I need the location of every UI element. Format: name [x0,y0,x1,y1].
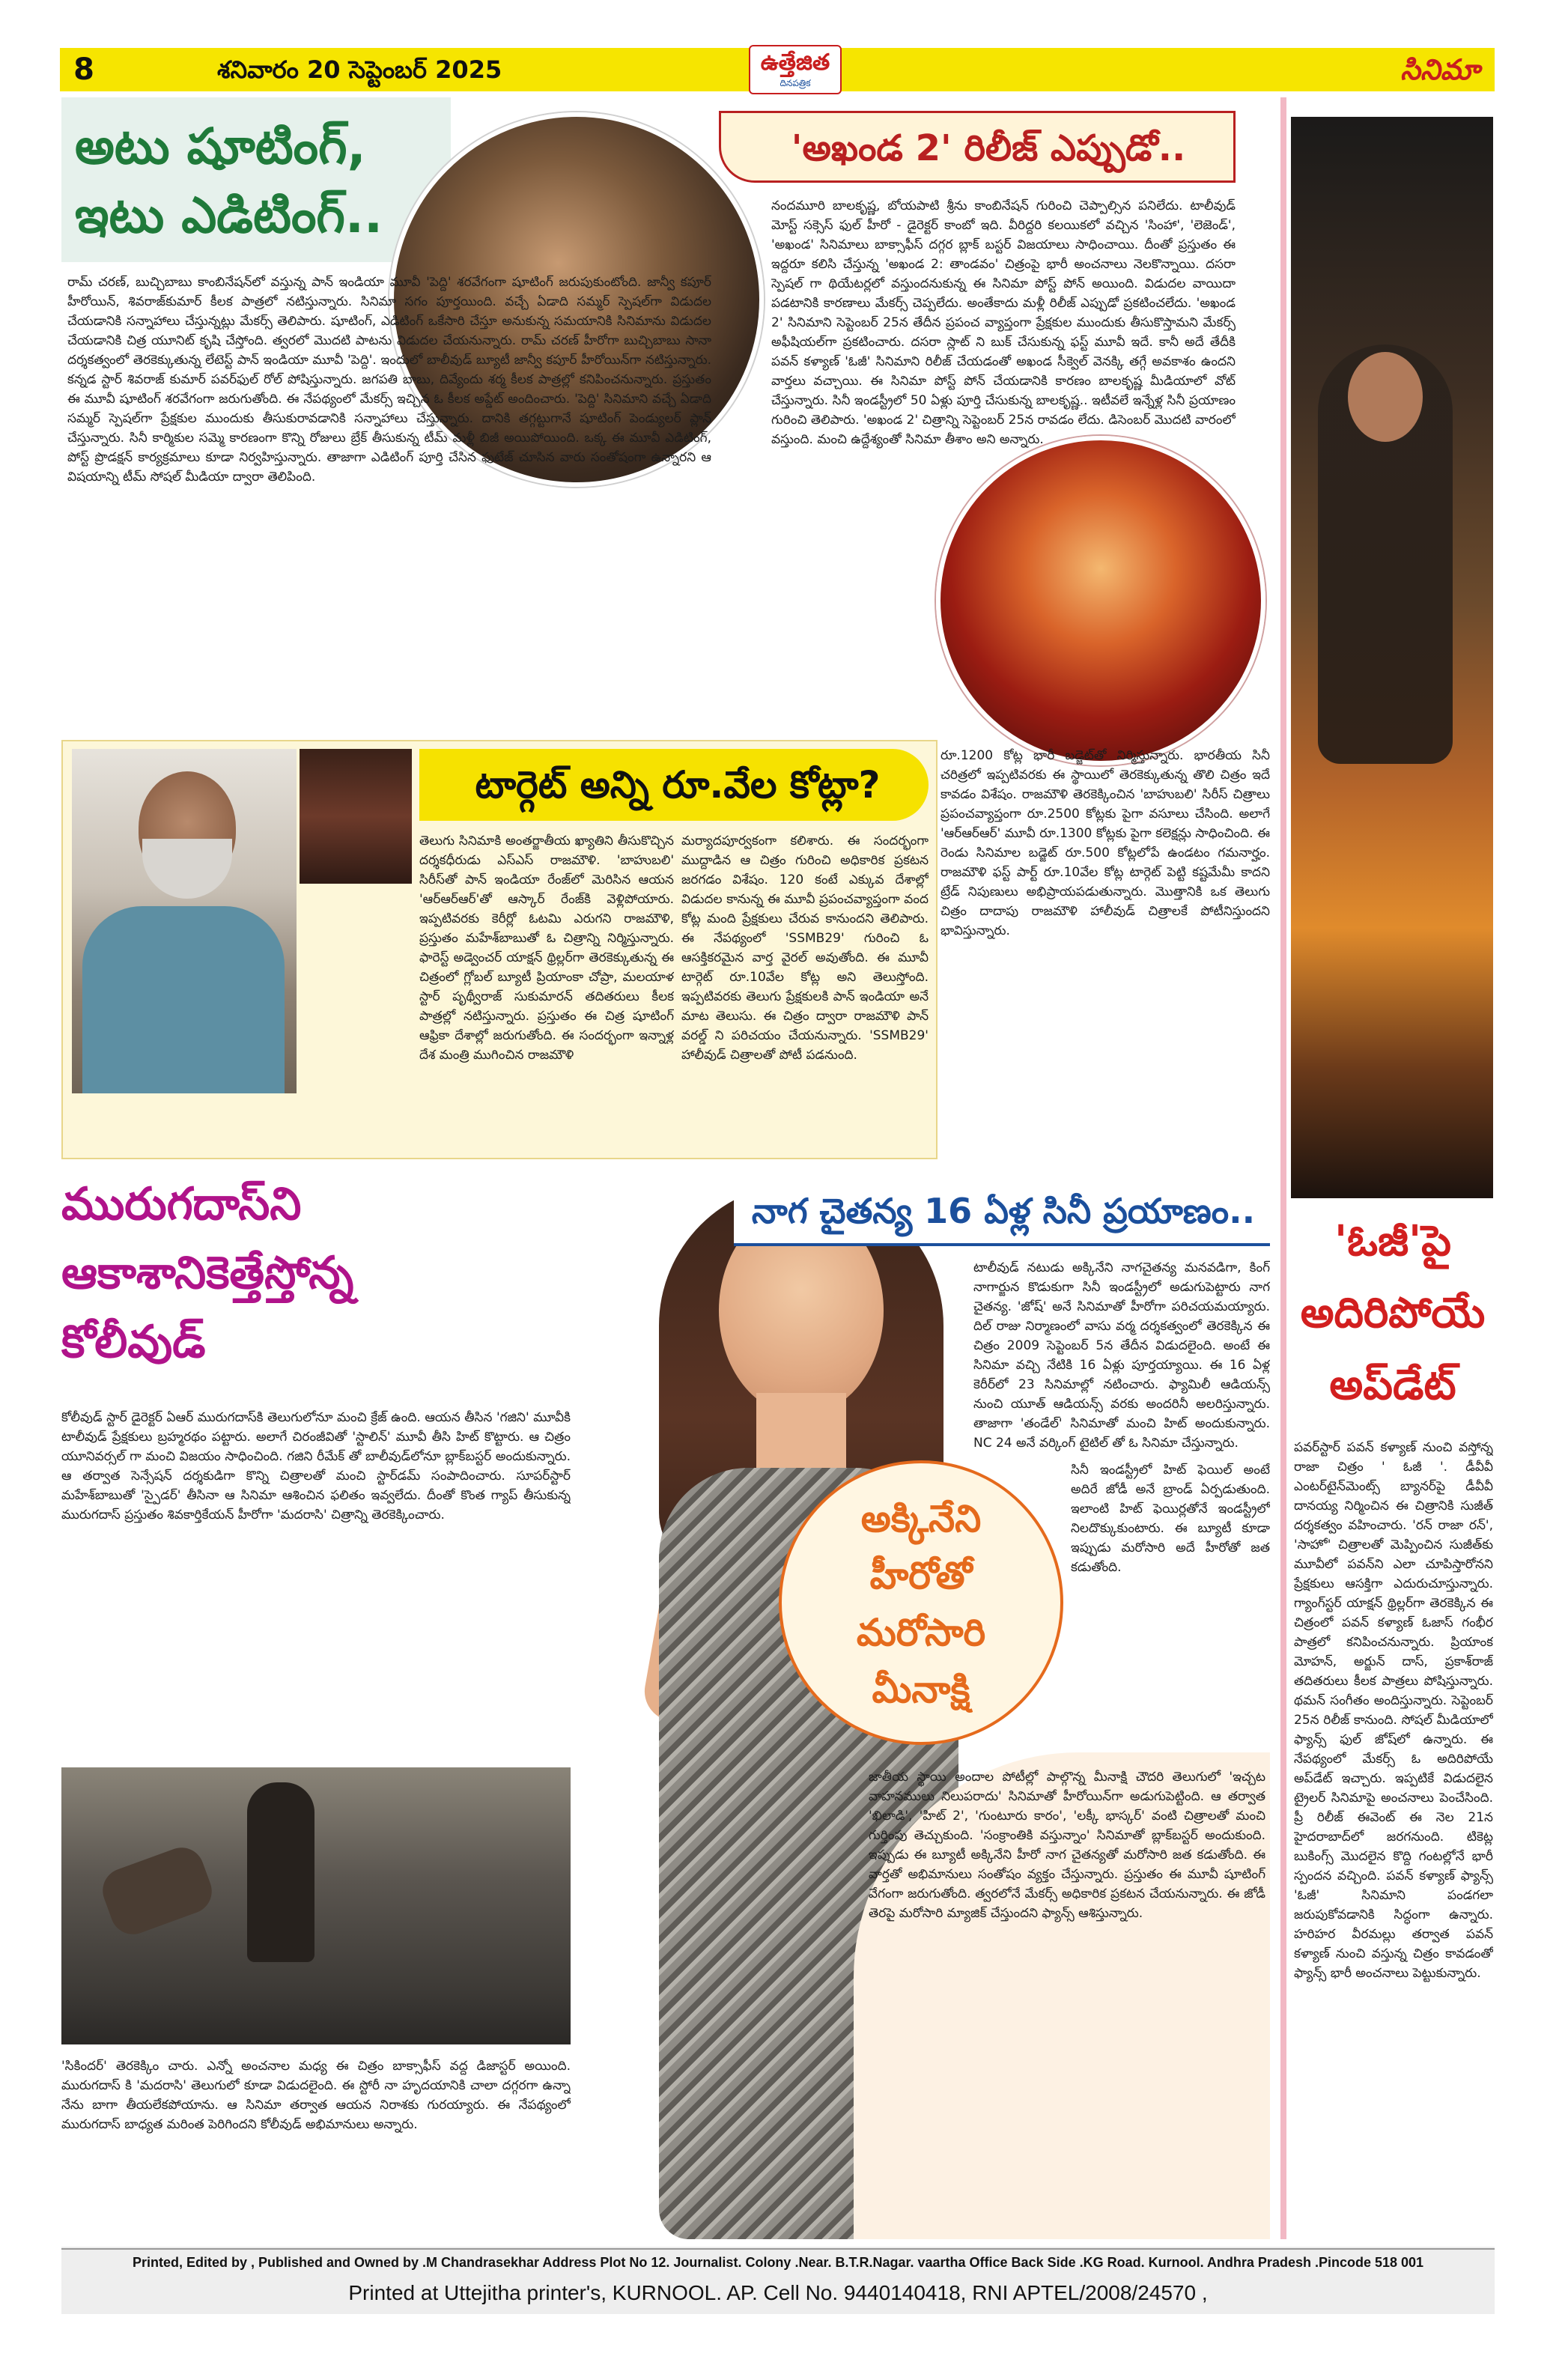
pendant-photo [300,749,412,884]
headline-line: అప్‌డేట్ [1329,1361,1456,1409]
rajamouli-photo-kurta [82,906,285,1093]
issue-date: శనివారం 20 సెప్టెంబర్ 2025 [217,55,502,84]
headline-line: మీనాక్షి [872,1668,970,1711]
story-murugadoss-headline [61,1170,511,1379]
headline-line: అటు షూటింగ్, [75,118,366,175]
akhanda-poster-photo [936,436,1265,765]
headline-line: అదిరిపోయే [1300,1289,1486,1338]
story-og-body: పవర్‌స్టార్ పవన్ కళ్యాణ్ నుంచి వస్తోన్న రాజా చిత్రం ' ఓజీ '. డీవీవీ ఎంటర్‌టైన్‌మెంట్స్ బ్యానర్‌పై డీవీవీ దానయ్య నిర్మించిన ఈ చిత్రానికి సుజీత్ దర్శకత్వం వహించారు. 'రన్ రాజా రన్', 'సాహో' చిత్రాలతో మెప్పించిన సుజీత్‌కు మూవీలో పవన్‌ని ఎలా చూపిస్తారోనని ప్రేక్షకులు ఆసక్తిగా ఎదురుచూస్తున్నారు. గ్యాంగ్‌స్టర్ యాక్షన్ థ్రిల్లర్‌గా తెరకెక్కిన ఈ చిత్రంలో పవన్ కళ్యాణ్ ఓజాస్ గంభీర పాత్రలో కనిపించనున్నారు. ప్రియాంక మోహన్, అర్జున్ దాస్, ప్రకాశ్‌రాజ్ తదితరులు కీలక పాత్రలు పోషిస్తున్నారు. థమన్ సంగీతం అందిస్తున్నారు. సెప్టెంబర్ 25న రిలీజ్ కానుంది. సోషల్ మీడియాలో ఫ్యాన్స్ ఫుల్ జోష్‌లో ఉన్నారు. ఈ నేపథ్యంలో మేకర్స్ ఓ అదిరిపోయే అప్‌డేట్ ఇచ్చారు. ఇప్పటికే విడుదలైన ట్రైలర్ సినిమాపై అంచనాలు పెంచేసింది. ప్రీ రిలీజ్ ఈవెంట్ ఈ నెల 21న హైదరాబాద్‌లో జరగనుంది. టికెట్ల బుకింగ్స్ మొదలైన కొద్ది గంటల్లోనే భారీ స్పందన వచ్చింది. పవన్ కళ్యాణ్ ఫ్యాన్స్ 'ఓజీ' సినిమాని పండగలా జరుపుకోవడానికి సిద్ధంగా ఉన్నారు. హరిహర వీరమల్లు తర్వాత పవన్ కళ్యాణ్ నుంచి వస్తున్న చిత్రం కావడంతో ఫ్యాన్స్ భారీ అంచనాలు పెట్టుకున్నారు. [1294,1440,1493,1981]
still-photo-figure [247,1782,314,1962]
page-number: 8 [73,52,94,87]
story-rajamouli-body-continued: రూ.1200 కోట్ల భారీ బడ్జెట్‌తో నిర్మిస్తున్నారు. భారతీయ సినీ చరిత్రలో ఇప్పటివరకు ఈ స్థాయిలో తెరకెక్కుతున్న తొలి చిత్రం ఇదే కావడం విశేషం. రాజమౌళి తెరకెక్కించిన 'బాహుబలి' సిరీస్ చిత్రాలు ప్రపంచవ్యాప్తంగా రూ.2500 కోట్లకు పైగా వసూలు చేసింది. అలాగే 'ఆర్ఆర్ఆర్' మూవీ రూ.1300 కోట్లకు పైగా కలెక్షన్లు సాధించింది. ఈ రెండు సినిమాల బడ్జెట్ రూ.500 కోట్లలోపే ఉండటం గమనార్హం. రాజమౌళి ఫస్ట్ పార్ట్ రూ.10వేల కోట్ల టార్గెట్ పెట్టి కష్టమేమీ కాదని ట్రేడ్ నిపుణులు అభిప్రాయపడుతున్నారు. మొత్తానికి ఒక తెలుగు చిత్రం దాదాపు రాజమౌళి హాలీవుడ్ చిత్రాలకే పోటీనిస్తుందని భావిస్తున్నారు. [941,748,1270,938]
logo-text: ఉత్తేజిత [760,49,830,76]
story-meenakshi-headline [786,1490,1056,1715]
og-photo-face [1348,352,1423,442]
section-label: సినిమా [1252,48,1495,91]
story-chaitanya-body: టాలీవుడ్ నటుడు అక్కినేని నాగచైతన్య మనవడిగా, కింగ్ నాగార్జున కొడుకుగా సినీ ఇండస్ట్రీలో అడుగుపెట్టారు నాగ చైతన్య. 'జోష్' అనే సినిమాతో హీరోగా పరిచయమయ్యారు. దిల్ రాజు నిర్మాణంలో వాసు వర్మ దర్శకత్వంలో తెరకెక్కిన ఈ చిత్రం 2009 సెప్టెంబర్ 5న తేదీన విడుదలైంది. అంటే ఈ సినిమా వచ్చి నేటికి 16 ఏళ్లు పూర్తయ్యాయి. ఈ 16 ఏళ్ల కెరీర్‌లో 23 సినిమాల్లో నటించారు. ఫ్యామిలీ ఆడియన్స్ నుంచి యూత్ ఆడియన్స్ వరకు అందరినీ అలరిస్తున్నారు. తాజాగా 'తండేల్' సినిమాతో మంచి హిట్ అందుకున్నారు. NC 24 అనే వర్కింగ్ టైటిల్ తో ఓ సినిమా చేస్తున్నారు. [973,1260,1270,1451]
story-rajamouli-body-left: తెలుగు సినిమాకి అంతర్జాతీయ ఖ్యాతిని తీసుకొచ్చిన దర్శకధీరుడు ఎస్ఎస్ రాజమౌళి. 'బాహుబలి' సిరీస్‌తో పాన్ ఇండియా రేంజ్‌లో మెరిసిన ఆయన 'ఆర్ఆర్ఆర్'తో ఆస్కార్ రేంజ్‌కి వెళ్లిపోయారు. ఇప్పటివరకు కెరీర్లో ఓటమి ఎరుగని రాజమౌళి, ప్రస్తుతం మహేశ్‌బాబుతో ఓ చిత్రాన్ని నిర్మిస్తున్నారు. ఫారెస్ట్ అడ్వెంచర్ యాక్షన్ థ్రిల్లర్‌గా తెరకెక్కుతున్న ఈ చిత్రంలో గ్లోబల్ బ్యూటీ ప్రియాంకా చోప్రా, మలయాళ స్టార్ పృథ్వీరాజ్ సుకుమారన్ తదితరులు కీలక పాత్రల్లో నటిస్తున్నారు. ప్రస్తుతం ఈ చిత్ర షూటింగ్ ఆఫ్రికా దేశాల్లో జరుగుతోంది. ఈ సందర్భంగా ఇన్నాళ్ల దేశ మంత్రి ముగించిన రాజమౌళి [419,834,674,1063]
headline-line: మరోసారి [856,1611,986,1654]
og-column-border [1280,97,1286,2239]
headline-line: మురుగదాస్‌ని [61,1178,302,1230]
story-murugadoss-body: కోలీవుడ్ స్టార్ డైరెక్టర్ ఏఆర్ మురుగదాస్‌కి తెలుగులోనూ మంచి క్రేజ్ ఉంది. ఆయన తీసిన 'గజిని' మూవీకి టాలీవుడ్ ప్రేక్షకులు బ్రహ్మరథం పట్టారు. అలాగే చిరంజీవితో 'స్టాలిన్' మూవీ తీసి హిట్ కొట్టారు. ఆ చిత్రం యూనివర్సల్ గా మంచి విజయం సాధించింది. గజిని రీమేక్ తో బాలీవుడ్‌లోనూ బ్లాక్‌బస్టర్ అందుకున్నారు. ఆ తర్వాత సెన్సేషన్ దర్శకుడిగా కొన్ని చిత్రాలతో మంచి స్టార్‌డమ్ సంపాదించారు. సూపర్‌స్టార్ మహేశ్‌బాబుతో 'స్పైడర్' తీసినా ఆ సినిమా ఆశించిన ఫలితం ఇవ్వలేదు. దీంతో కొంత గ్యాప్ తీసుకున్న మురుగదాస్ ప్రస్తుతం శివకార్తికేయన్ హీరోగా 'మదరాసి' చిత్రాన్ని తెరకెక్కించారు. [61,1410,571,1522]
imprint-line: Printed, Edited by , Published and Owned by .M Chandrasekhar Address Plot No 12. Journalist. Colony .Near. B.T.R.Nagar. vaartha Office Back Side .KG Road. Kurnool. Andhra Pradesh .Pincode 518 001 [132,2255,1424,2270]
story-murugadoss-body-continued: 'సికిందర్' తెరకెక్కిం చారు. ఎన్నో అంచనాల మధ్య ఈ చిత్రం బాక్సాఫీస్ వద్ద డిజాస్టర్ అయింది. మురుగదాస్ కి 'మదరాసి' తెలుగులో కూడా విడుదలైంది. ఈ స్టోరీ నా హృదయానికి చాలా దగ్గరగా ఉన్నా నేను బాగా తీయలేకపోయాను. ఆ సినిమా తర్వాత ఆయన నిరాశకు గురయ్యారు. ఈ నేపథ్యంలో మురుగదాస్ బాధ్యత మరింత పెరిగిందని కోలీవుడ్ అభిమానులు అన్నారు. [61,2059,571,2132]
headline-line: కోలీవుడ్ [61,1316,206,1368]
footer-divider [61,2248,1495,2250]
story-rajamouli-body-right: మర్యాదపూర్వకంగా కలిశారు. ఈ సందర్భంగా ముద్దాడిన ఆ చిత్రం గురించి అధికారిక ప్రకటన జరగడం విశేషం. 120 కంటే ఎక్కువ దేశాల్లో విడుదల కానున్న ఈ మూవీ ప్రపంచవ్యాప్తంగా వంద కోట్ల మంది ప్రేక్షకులు చేరువ కానుందని తెలిపారు. ఈ నేపథ్యంలో 'SSMB29' గురించి ఓ ఆసక్తికరమైన వార్త వైరల్ అవుతోంది. ఈ మూవీ టార్గెట్ రూ.10వేల కోట్ల అని తెలుస్తోంది. ఇప్పటివరకు తెలుగు ప్రేక్షకులకి పాన్ ఇండియా అనే మాట తెలుసు. ఈ చిత్రం ద్వారా రాజమౌళి పాన్ వరల్డ్ ని పరిచయం చేయనున్నారు. 'SSMB29' హాలీవుడ్ చిత్రాలతో పోటీ పడనుంది. [681,834,929,1063]
headline-line: ఇటు ఎడిటింగ్.. [75,186,383,244]
printer-line: Printed at Uttejitha printer's, KURNOOL. AP. Cell No. 9440140418, RNI APTEL/2008/24570 , [348,2281,1208,2304]
story-meenakshi-side-body: సినీ ఇండస్ట్రీలో హిట్ ఫెయిల్ అంటే అదిరే జోడీ అనే బ్రాండ్ ఏర్పడుతుంది. ఇలాంటి హిట్ ఫెయిర్లతోనే ఇండస్ట్రీలో నిలదొక్కుకుంటారు. ఈ బ్యూటీ కూడా ఇప్పుడు మరోసారి అదే హీరోతో జత కడుతోంది. [1071,1463,1270,1575]
story-og-headline [1291,1206,1495,1430]
headline-line: అక్కినేని [860,1497,982,1540]
headline-line: ఆకాశానికెత్తేస్తోన్న [61,1247,354,1299]
story-meenakshi-body: జాతీయ స్థాయి అందాల పోటీల్లో పాల్గొన్న మీనాక్షి చౌదరి తెలుగులో 'ఇచ్చట వాహనములు నిలుపరాదు' సినిమాతో హీరోయిన్‌గా అడుగుపెట్టింది. ఆ తర్వాత 'ఖిలాడి', 'హిట్ 2', 'గుంటూరు కారం', 'లక్కీ భాస్కర్' వంటి చిత్రాలతో మంచి గుర్తింపు తెచ్చుకుంది. 'సంక్రాంతికి వస్తున్నాం' సినిమాతో బ్లాక్‌బస్టర్ అందుకుంది. ఇప్పుడు ఈ బ్యూటీ అక్కినేని హీరో నాగ చైతన్యతో మరోసారి జత కడుతోంది. ఈ వార్తతో అభిమానులు సంతోషం వ్యక్తం చేస్తున్నారు. ప్రస్తుతం ఈ మూవీ షూటింగ్ వేగంగా జరుగుతోంది. త్వరలోనే మేకర్స్ అధికారిక ప్రకటన చేయనున్నారు. ఈ జోడీ తెరపై మరోసారి మ్యాజిక్ చేస్తుందని ఫ్యాన్స్ ఆశిస్తున్నారు. [869,1770,1265,1921]
story-akhanda-body: నందమూరి బాలకృష్ణ, బోయపాటి శ్రీను కాంబినేషన్ గురించి చెప్పాల్సిన పనిలేదు. టాలీవుడ్ మోస్ట్ సక్సెస్ ఫుల్ హీరో - డైరెక్టర్ కాంబో ఇది. వీరిద్దరి కలయికలో వచ్చిన 'సింహా', 'లెజెండ్', 'అఖండ' సినిమాలు బాక్సాఫీస్ దగ్గర బ్లాక్ బస్టర్ విజయాలు సాధించాయి. దీంతో ప్రస్తుతం ఈ ఇద్దరూ కలిసి చేస్తున్న 'అఖండ 2: తాండవం' చిత్రంపై భారీ అంచనాలు నెలకొన్నాయి. దసరా స్పెషల్ గా థియేటర్లలో వస్తుందనుకున్న ఈ సినిమా పోస్ట్ పోన్ అయింది. విడుదల వాయిదా పడటానికి కారణాలు మేకర్స్ చెప్పలేదు. అంతేకాదు మళ్లీ రిలీజ్ ఎప్పుడో ప్రకటించలేదు. 'అఖండ 2' సినిమాని సెప్టెంబర్ 25న తేదీన ప్రపంచ వ్యాప్తంగా ప్రేక్షకుల ముందుకు తీసుకొస్తామని మేకర్స్ అఫీషియల్‌గా ప్రకటించారు. దసరా స్లాట్ ని బుక్ చేసుకున్న ఫస్ట్ మూవీ ఇదే. కానీ అదే తేదీకి పవన్ కళ్యాణ్ 'ఓజీ' సినిమాని రిలీజ్ చేయడంతో అఖండ సీక్వెల్ వెనక్కి తగ్గే అవకాశం ఉందని వార్తలు వచ్చాయి. ఈ సినిమా పోస్ట్ పోన్ చేయడానికి కారణం బాలకృష్ణ మీడియాలో వోట్ చేస్తున్నారు. సినీ ఇండస్ట్రీలో 50 ఏళ్లు పూర్తి చేసుకున్న బాలకృష్ణ.. ఇటీవలే ఇన్నేళ్ల సినీ ప్రయాణం గురించి తెలిపారు. 'అఖండ 2' చిత్రాన్ని సెప్టెంబర్ 25న రావడం లేదు. డిసెంబర్ మొదటి వారంలో వస్తుంది. మంచి ఉద్దేశ్యంతో సినిమా తీశాం అని అన్నారు. [771,198,1236,447]
story-rajamouli-headline: టార్గెట్ అన్ని రూ.వేల కోట్లా? [475,763,881,807]
logo-subtitle: దినపత్రిక [780,78,811,88]
story-chaitanya-headline: నాగ చైతన్య 16 ఏళ్ల సినీ ప్రయాణం.. [751,1191,1256,1231]
story-akhanda-headline: 'అఖండ 2' రిలీజ్ ఎప్పుడో.. [791,127,1186,169]
headline-line: 'ఓజీ'పై [1334,1217,1451,1266]
story-shooting-body: రామ్ చరణ్, బుచ్చిబాబు కాంబినేషన్‌లో వస్తున్న పాన్ ఇండియా మూవీ 'పెద్ది' శరవేగంగా షూటింగ్ జరుపుకుంటోంది. జాన్వీ కపూర్ హీరోయిన్, శివరాజ్‌కుమార్ కీలక పాత్రలో నటిస్తున్నారు. సినిమా సగం పూర్తయింది. వచ్చే ఏడాది సమ్మర్ స్పెషల్‌గా విడుదల చేయడానికి సన్నాహాలు చేస్తున్నట్లు మేకర్స్ తెలిపారు. షూటింగ్, ఎడిటింగ్ ఒకేసారి చేస్తూ అనుకున్న సమయానికి సినిమాను విడుదల చేయడానికి చిత్ర యూనిట్ కృషి చేస్తోంది. త్వరలో మొదటి పాటను విడుదల చేయనున్నారు. రామ్ చరణ్ హీరోగా బుచ్చిబాబు సానా దర్శకత్వంలో తెరకెక్కుతున్న లేటెస్ట్ పాన్ ఇండియా మూవీ 'పెద్ది'. ఇందులో బాలీవుడ్ బ్యూటీ జాన్వీ కపూర్ హీరోయిన్‌గా నటిస్తున్నారు. కన్నడ స్టార్ శివరాజ్ కుమార్ పవర్‌ఫుల్ రోల్ పోషిస్తున్నారు. జగపతి బాబు, దివ్యేందు శర్మ కీలక పాత్రల్లో కనిపించనున్నారు. ప్రస్తుతం ఈ మూవీ షూటింగ్ శరవేగంగా జరుగుతోంది. ఈ నేపథ్యంలో మేకర్స్ ఇచ్చిన ఓ కీలక అప్డేట్ అందించారు. 'పెద్ది' సినిమాని వచ్చే ఏడాది సమ్మర్ స్పెషల్‌గా ప్రేక్షకుల ముందుకు తీసుకురావడానికి సన్నాహాలు చేస్తున్నారు. దానికి తగ్గట్టుగానే షూటింగ్ పెండ్యులర్ ప్లాన్ చేస్తున్నారు. సినీ కార్మికుల సమ్మె కారణంగా కొన్ని రోజులు బ్రేక్ తీసుకున్న టీమ్ మళ్లీ బిజీ అయిపోయింది. ఒక్క ఈ మూవీ ఎడిటింగ్, పోస్ట్ ప్రొడక్షన్ కార్యక్రమాలు కూడా నిర్వహిస్తున్నారు. తాజాగా ఎడిటింగ్ పూర్తి చేసిన ఫుటేజ్ చూసిన వారు సంతోషంగా ఉన్నారని ఆ విషయాన్ని టీమ్ సోషల్ మీడియా ద్వారా తెలిపింది. [67,275,711,485]
headline-line: హీరోతో [869,1554,973,1597]
